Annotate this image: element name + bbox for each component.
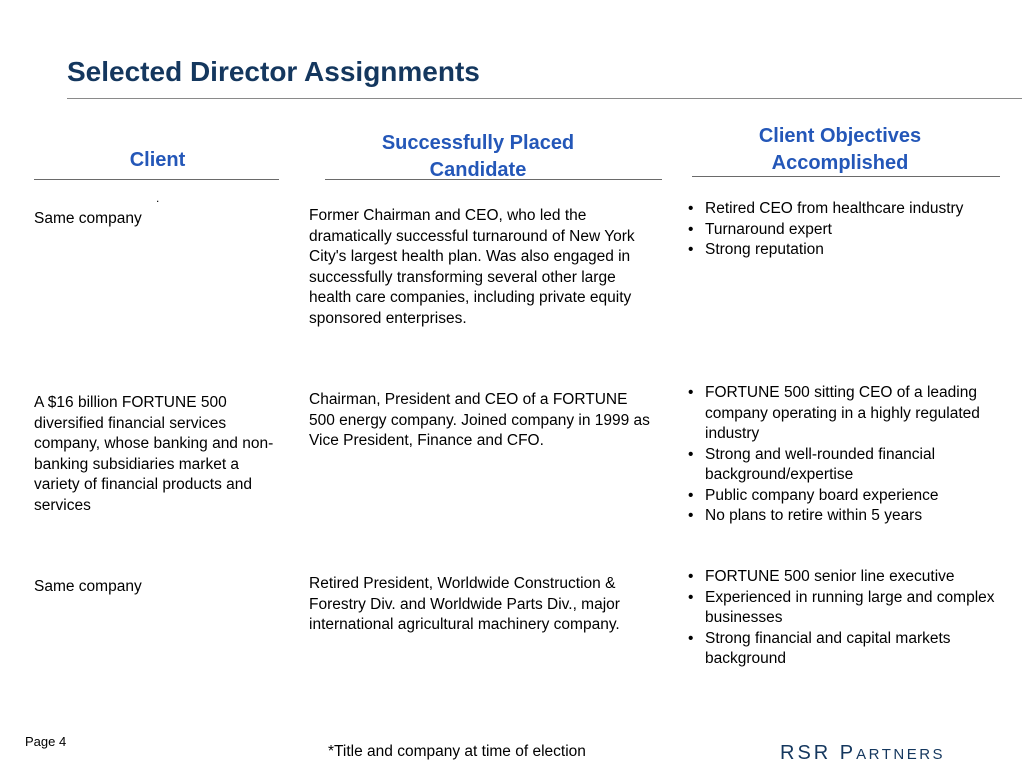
- row-3-candidate: Retired President, Worldwide Construction & Forestry Div. and Worldwide Parts Div., major international agricultural machinery company.: [309, 575, 620, 633]
- row-2-client: A $16 billion FORTUNE 500 diversified financial services company, whose banking and non-banking subsidiaries market a variety of financial products and services: [34, 394, 274, 514]
- list-item: • Retired CEO from healthcare industry: [686, 199, 1004, 220]
- footnote: *Title and company at time of election: [328, 743, 586, 760]
- list-item: • No plans to retire within 5 years: [686, 506, 1004, 527]
- logo-initial: P: [839, 742, 857, 764]
- company-logo: [780, 742, 945, 765]
- list-item: • Strong financial and capital markets background: [686, 629, 1004, 670]
- list-item: • Public company board experience: [686, 486, 1004, 507]
- logo-rest: ARTNERS: [856, 746, 946, 763]
- column-divider-candidate: [325, 179, 662, 180]
- row-1-objectives: [686, 199, 1004, 261]
- list-item: • Experienced in running large and complex businesses: [686, 588, 1004, 629]
- list-item: • FORTUNE 500 senior line executive: [686, 567, 1004, 588]
- logo-main: RSR: [780, 742, 832, 764]
- row-3-client: Same company: [34, 578, 142, 595]
- list-item: • FORTUNE 500 sitting CEO of a leading company operating in a highly regulated industry: [686, 383, 1004, 445]
- column-divider-client: [34, 179, 279, 180]
- column-header-objectives: Client Objectives Accomplished: [758, 125, 922, 174]
- row-3-objectives: [686, 567, 1004, 670]
- row-2-objectives: [686, 383, 1004, 527]
- row-1-client: Same company: [34, 210, 142, 227]
- list-item: • Strong reputation: [686, 240, 1004, 261]
- marker-dot: .: [156, 191, 160, 205]
- row-2-candidate: Chairman, President and CEO of a FORTUNE 500 energy company. Joined company in 1999 as Vice President, Finance and CFO.: [309, 391, 650, 449]
- column-header-client: Client: [129, 149, 186, 171]
- column-header-candidate: Successfully Placed Candidate: [381, 132, 575, 181]
- row-1-candidate: Former Chairman and CEO, who led the dramatically successful turnaround of New York City's largest health plan. Was also engaged in successfully transforming several other large health care companies, including private equity sponsored enterprises.: [309, 207, 635, 327]
- list-item: • Turnaround expert: [686, 220, 1004, 241]
- title-divider: [67, 98, 1022, 99]
- page-title: Selected Director Assignments: [67, 56, 480, 87]
- list-item: • Strong and well-rounded financial background/expertise: [686, 445, 1004, 486]
- page-number: Page 4: [25, 734, 67, 749]
- column-divider-objectives: [692, 176, 1000, 177]
